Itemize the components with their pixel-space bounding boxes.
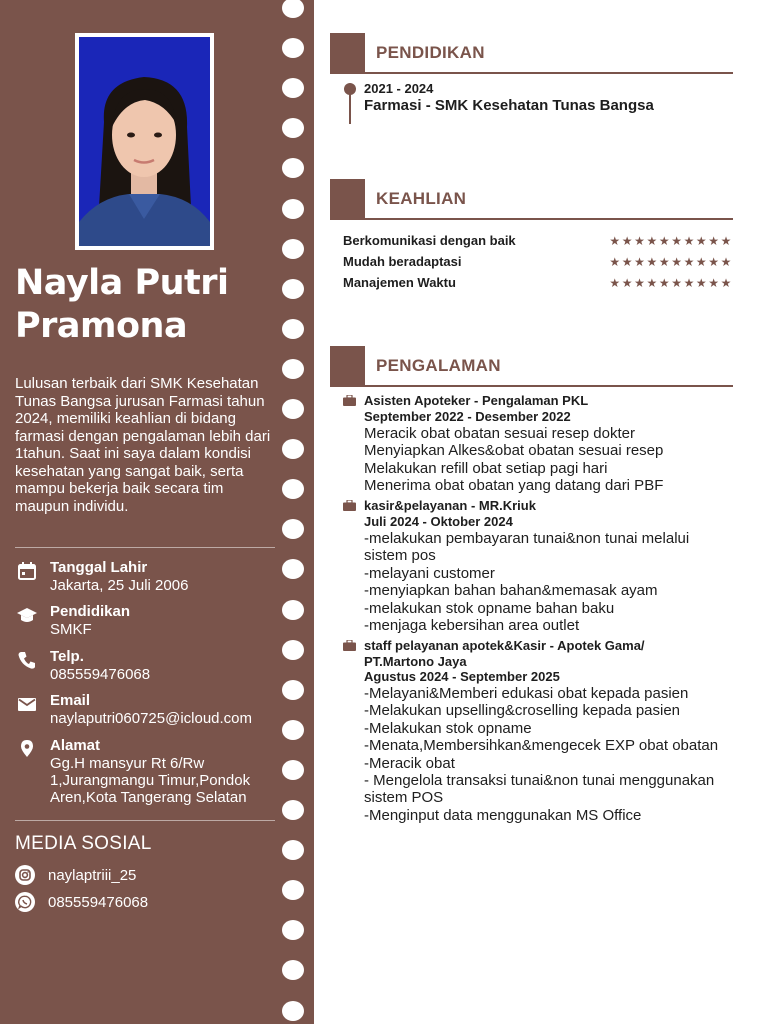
info-email-value: naylaputri060725@icloud.com <box>50 710 253 727</box>
info-education-label: Pendidikan <box>50 603 131 620</box>
section-rule <box>330 385 733 387</box>
info-address <box>15 737 280 809</box>
skill-name: Manajemen Waktu <box>343 275 456 290</box>
sidebar-divider <box>15 547 275 548</box>
binder-hole <box>282 600 304 620</box>
calendar-icon <box>17 561 37 581</box>
briefcase-icon <box>343 500 356 511</box>
binder-hole <box>282 118 304 138</box>
job-period: Juli 2024 - Oktober 2024 <box>364 514 513 529</box>
info-address-label: Alamat <box>50 737 101 754</box>
binder-hole <box>282 720 304 740</box>
social-media-title: MEDIA SOSIAL <box>15 833 152 854</box>
experience-item <box>343 638 733 848</box>
graduation-cap-icon <box>17 605 37 625</box>
job-task: -menjaga kebersihan area outlet <box>364 617 580 635</box>
skill-row <box>343 274 733 292</box>
whatsapp-icon <box>15 892 35 912</box>
job-task: -Meracik obat <box>364 754 455 772</box>
job-period: Agustus 2024 - September 2025 <box>364 669 560 684</box>
binder-hole <box>282 1001 304 1021</box>
phone-icon <box>17 650 37 670</box>
binder-hole <box>282 960 304 980</box>
binder-hole <box>282 760 304 780</box>
education-school: Farmasi - SMK Kesehatan Tunas Bangsa <box>364 97 654 114</box>
job-task: -Menata,Membersihkan&mengecek EXP obat obatan <box>364 737 719 755</box>
section-education-title: PENDIDIKAN <box>376 43 485 62</box>
binder-hole <box>282 38 304 58</box>
job-task: -Melakukan upselling&croselling kepada pasien <box>364 702 681 720</box>
education-years: 2021 - 2024 <box>364 81 434 96</box>
instagram-icon <box>15 865 35 885</box>
skill-row <box>343 253 733 271</box>
binder-hole <box>282 439 304 459</box>
skill-rating-stars: ★★★★★★★★★★ <box>609 234 733 248</box>
social-instagram <box>15 865 275 887</box>
sidebar <box>0 0 314 1024</box>
experience-item <box>343 498 733 636</box>
info-birth <box>15 559 280 599</box>
info-email <box>15 692 280 732</box>
briefcase-icon <box>343 395 356 406</box>
info-address-value: Gg.H mansyur Rt 6/Rw 1,Jurangmangu Timur,Pondok Aren,Kota Tangerang Selatan <box>50 755 251 806</box>
job-task: - Mengelola transaksi tunai&non tunai menggunakan sistem POS <box>364 772 719 807</box>
info-email-label: Email <box>50 692 91 709</box>
job-task: Menyiapkan Alkes&obat obatan sesuai resep <box>364 442 664 460</box>
job-task: -Melakukan stok opname <box>364 719 532 737</box>
job-tasks <box>364 425 734 495</box>
job-task: Menerima obat obatan yang datang dari PBF <box>364 477 664 495</box>
info-birth-value: Jakarta, 25 Juli 2006 <box>50 577 189 594</box>
binder-hole <box>282 78 304 98</box>
job-task: -melakukan stok opname bahan baku <box>364 599 615 617</box>
job-title: staff pelayanan apotek&Kasir - Apotek Gama/ PT.Martono Jaya <box>364 638 645 669</box>
info-phone-label: Telp. <box>50 648 84 665</box>
binder-hole <box>282 800 304 820</box>
section-marker <box>330 346 365 386</box>
section-experience-title: PENGALAMAN <box>376 356 501 375</box>
job-task: -menyiapkan bahan bahan&memasak ayam <box>364 582 658 600</box>
job-tasks <box>364 530 734 634</box>
profile-photo-frame <box>75 33 214 250</box>
binder-hole <box>282 239 304 259</box>
section-rule <box>330 72 733 74</box>
timeline-line <box>349 92 351 124</box>
section-education-header <box>330 33 733 75</box>
binder-hole <box>282 840 304 860</box>
skill-name: Berkomunikasi dengan baik <box>343 233 516 248</box>
job-title: kasir&pelayanan - MR.Kriuk <box>364 498 536 513</box>
section-marker <box>330 33 365 73</box>
job-task: -melakukan pembayaran tunai&non tunai melalui sistem pos <box>364 530 694 565</box>
info-phone-value: 085559476068 <box>50 666 151 683</box>
skill-row <box>343 232 733 250</box>
binder-hole <box>282 559 304 579</box>
experience-item <box>343 393 733 496</box>
section-skills-header <box>330 179 733 221</box>
skill-name: Mudah beradaptasi <box>343 254 462 269</box>
binder-hole <box>282 199 304 219</box>
skill-rating-stars: ★★★★★★★★★★ <box>609 255 733 269</box>
binder-hole <box>282 640 304 660</box>
section-rule <box>330 218 733 220</box>
job-period: September 2022 - Desember 2022 <box>364 409 571 424</box>
social-whatsapp <box>15 892 275 914</box>
binder-hole <box>282 279 304 299</box>
job-task: -Menginput data menggunakan MS Office <box>364 806 642 824</box>
profile-photo <box>79 37 210 246</box>
profile-summary: Lulusan terbaik dari SMK Kesehatan Tunas Bangsa jurusan Farmasi tahun 2024, memiliki keahlian di bidang farmasi dengan pengalaman lebih dari 1tahun. Saat ini saya dalam kondisi kesehatan yang sangat baik, serta mampu bekerja baik secara tim maupun individu. <box>15 375 271 515</box>
info-birth-label: Tanggal Lahir <box>50 559 148 576</box>
info-phone <box>15 648 280 688</box>
info-education-value: SMKF <box>50 621 92 638</box>
person-name: Nayla Putri Pramona <box>15 263 229 346</box>
binder-hole <box>282 319 304 339</box>
job-task: Melakukan refill obat setiap pagi hari <box>364 459 608 477</box>
binder-hole <box>282 479 304 499</box>
job-task: -melayani customer <box>364 564 495 582</box>
job-title: Asisten Apoteker - Pengalaman PKL <box>364 393 589 408</box>
section-marker <box>330 179 365 219</box>
location-pin-icon <box>17 739 37 759</box>
whatsapp-number: 085559476068 <box>48 894 149 911</box>
binder-hole <box>282 158 304 178</box>
skill-rating-stars: ★★★★★★★★★★ <box>609 276 733 290</box>
briefcase-icon <box>343 640 356 651</box>
job-tasks <box>364 685 734 824</box>
binder-hole <box>282 880 304 900</box>
binder-hole <box>282 399 304 419</box>
binder-hole <box>282 0 304 18</box>
portrait-illustration <box>79 37 210 246</box>
job-task: -Melayani&Memberi edukasi obat kepada pasien <box>364 685 689 702</box>
section-skills-title: KEAHLIAN <box>376 189 467 208</box>
binder-hole <box>282 680 304 700</box>
envelope-icon <box>17 694 37 714</box>
instagram-handle: naylaptriii_25 <box>48 867 137 884</box>
binder-holes <box>282 0 304 1024</box>
binder-hole <box>282 519 304 539</box>
binder-hole <box>282 359 304 379</box>
sidebar-divider <box>15 820 275 821</box>
binder-hole <box>282 920 304 940</box>
job-task: Meracik obat obatan sesuai resep dokter <box>364 425 635 442</box>
info-education <box>15 603 280 643</box>
section-experience-header <box>330 346 733 388</box>
